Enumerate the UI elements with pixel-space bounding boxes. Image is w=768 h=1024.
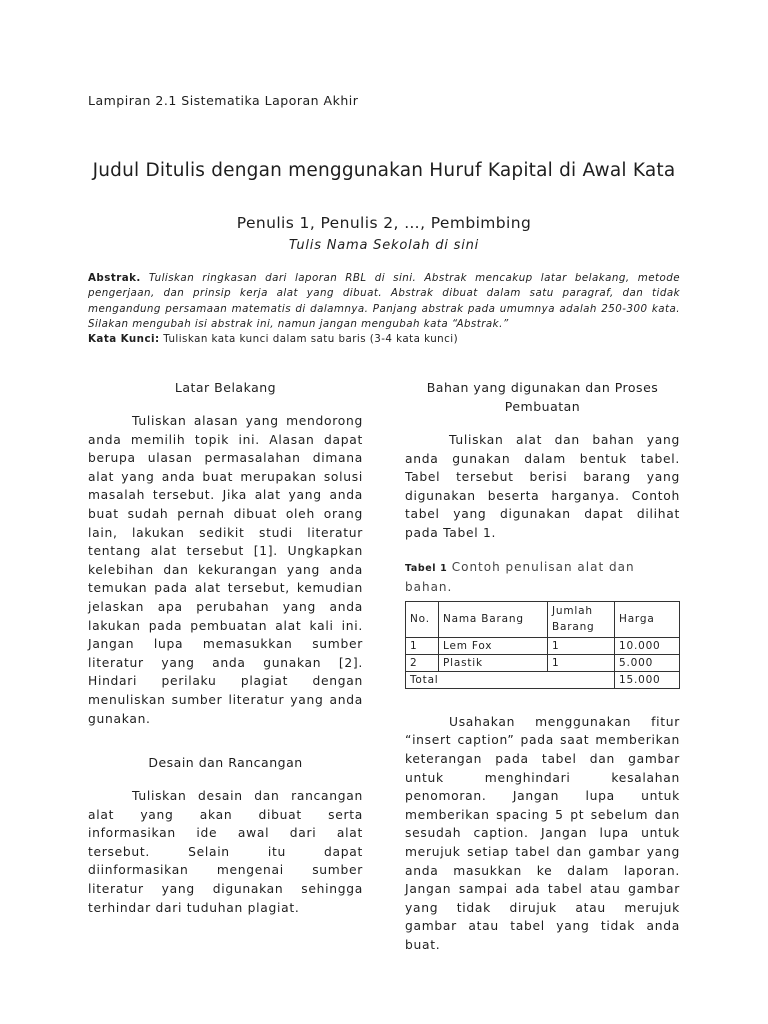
cell-nama: Lem Fox (439, 637, 548, 654)
table-header-row (406, 601, 680, 637)
table-label: Tabel 1 (405, 562, 448, 574)
latar-belakang-text: Tuliskan alasan yang mendorong anda memilih topik ini. Alasan dapat berupa ulasan permasalahan dimana alat yang anda buat merupakan solusi masalah tersebut. Jika alat yang anda buat sudah pernah dibuat oleh orang lain, lakukan sedikit studi literatur tentang alat tersebut [1]. Ungkapkan kelebihan dan kekurangan yang anda temukan pada alat tersebut, kemudian jelaskan apa perubahan yang anda lakukan pada pembuatan alat kali ini. Jangan lupa memasukkan sumber literatur yang anda gunakan [2]. Hindari perilaku plagiat dengan menuliskan sumber literatur yang anda gunakan. (88, 414, 363, 726)
bahan-text: Tuliskan alat dan bahan yang anda gunakan dalam bentuk tabel. Tabel tersebut berisi barang yang digunakan beserta harganya. Contoh tabel yang digunakan dapat dilihat pada Tabel 1. (405, 433, 680, 540)
cell-nama: Plastik (439, 654, 548, 671)
section-heading-bahan: Bahan yang digunakan dan Proses Pembuatan (426, 380, 659, 414)
cell-harga: 10.000 (615, 637, 680, 654)
table-caption-text: Contoh penulisan alat dan bahan. (405, 559, 635, 595)
header-harga: Harga (615, 601, 680, 637)
header-nama: Nama Barang (439, 601, 548, 637)
section-heading-desain: Desain dan Rancangan (148, 755, 303, 771)
cell-jumlah: 1 (548, 654, 615, 671)
school-name: Tulis Nama Sekolah di sini (288, 238, 480, 253)
total-label: Total (406, 671, 615, 688)
cell-no: 2 (406, 654, 439, 671)
keywords-text: Tuliskan kata kunci dalam satu baris (3-4 kata kunci) (163, 333, 459, 346)
cell-no: 1 (406, 637, 439, 654)
abstract-text: Tuliskan ringkasan dari laporan RBL di sini. Abstrak mencakup latar belakang, metode pengerjaan, dan prinsip kerja alat yang dibuat. Abstrak dibuat dalam satu paragraf, dan tidak mengandung persamaan matematis di dalamnya. Panjang abstrak pada umumnya adalah 250-300 kata. Silakan mengubah isi abstrak ini, namun jangan mengubah kata “Abstrak.” (88, 272, 680, 330)
paper-title: Judul Ditulis dengan menggunakan Huruf Kapital di Awal Kata (92, 160, 676, 181)
desain-text: Tuliskan desain dan rancangan alat yang akan dibuat serta informasikan ide awal dari alat tersebut. Selain itu dapat diinformasikan mengenai sumber literatur yang digunakan sehingga terhindar dari tuduhan plagiat. (88, 789, 363, 915)
authors: Penulis 1, Penulis 2, …, Pembimbing (236, 214, 532, 232)
caption-advice-text: Usahakan menggunakan fitur “insert caption” pada saat memberikan keterangan pada tabel dan gambar untuk menghindari kesalahan penomoran. Jangan lupa untuk memberikan spacing 5 pt sebelum dan sesudah caption. Jangan lupa untuk merujuk setiap tabel dan gambar yang anda masukkan ke dalam laporan. Jangan sampai ada tabel atau gambar yang tidak dirujuk atau merujuk gambar atau tabel yang tidak anda buat. (405, 714, 680, 952)
header-jumlah: Jumlah Barang (548, 601, 615, 637)
abstract-label: Abstrak. (88, 272, 141, 284)
total-value: 15.000 (615, 671, 680, 688)
materials-table (405, 601, 680, 689)
header-no: No. (406, 601, 439, 637)
keywords-label: Kata Kunci: (88, 333, 160, 346)
left-column (88, 378, 363, 942)
cell-harga: 5.000 (615, 654, 680, 671)
section-heading-latar-belakang: Latar Belakang (174, 380, 277, 395)
appendix-label: Lampiran 2.1 Sistematika Laporan Akhir (88, 93, 359, 108)
table-total-row (406, 671, 680, 688)
table-row (406, 637, 680, 654)
table-row (406, 654, 680, 671)
abstract (88, 271, 680, 347)
cell-jumlah: 1 (548, 637, 615, 654)
right-column (405, 378, 680, 979)
table-caption (405, 558, 680, 597)
